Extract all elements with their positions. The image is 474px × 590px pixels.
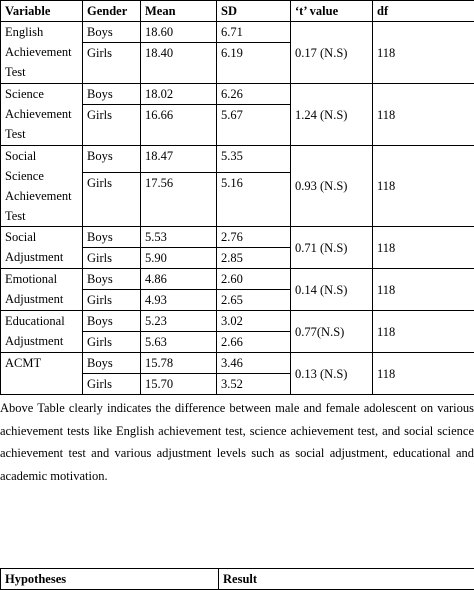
header-gender: Gender [83,1,141,22]
table-row [1,22,474,43]
mean-cell: 4.86 [141,269,217,290]
mean-cell: 18.40 [141,43,217,84]
gender-cell: Boys [83,353,141,374]
mean-cell: 15.70 [141,374,217,395]
mean-cell: 16.66 [141,105,217,146]
df-cell: 118 [373,22,474,84]
mean-cell: 17.56 [141,173,217,227]
gender-cell: Boys [83,311,141,332]
mean-cell: 15.78 [141,353,217,374]
sd-cell: 6.71 [217,22,291,43]
df-cell: 118 [373,311,474,353]
variable-cell: Educational Adjustment [1,311,83,353]
variable-cell: Science Achievement Test [1,84,83,146]
sd-cell: 2.76 [217,227,291,248]
gender-cell: Boys [83,84,141,105]
mean-cell: 5.90 [141,248,217,269]
table-row [1,227,474,248]
mean-cell: 18.02 [141,84,217,105]
sd-cell: 2.85 [217,248,291,269]
hypotheses-header-row [1,569,474,590]
header-result: Result [219,569,474,590]
sd-cell: 2.65 [217,290,291,311]
table-row [1,84,474,105]
variable-cell: ACMT [1,353,83,395]
sd-cell: 5.67 [217,105,291,146]
gender-cell: Boys [83,146,141,173]
gender-cell: Boys [83,269,141,290]
t-value-cell: 0.77(N.S) [291,311,373,353]
variable-cell: Emotional Adjustment [1,269,83,311]
df-cell: 118 [373,269,474,311]
gender-cell: Girls [83,173,141,227]
gender-cell: Girls [83,290,141,311]
mean-cell: 5.53 [141,227,217,248]
gender-cell: Girls [83,374,141,395]
table-body [1,22,474,395]
sd-cell: 5.35 [217,146,291,173]
gender-cell: Boys [83,227,141,248]
gender-cell: Girls [83,105,141,146]
variable-cell: Social Adjustment [1,227,83,269]
table-row [1,146,474,173]
t-value-cell: 0.17 (N.S) [291,22,373,84]
gender-cell: Girls [83,248,141,269]
header-sd: SD [217,1,291,22]
table-row [1,353,474,374]
header-df: df [373,1,474,22]
t-value-cell: 0.13 (N.S) [291,353,373,395]
gender-cell: Girls [83,43,141,84]
df-cell: 118 [373,227,474,269]
t-value-cell: 0.14 (N.S) [291,269,373,311]
df-cell: 118 [373,84,474,146]
variable-cell: English Achievement Test [1,22,83,84]
mean-cell: 5.23 [141,311,217,332]
mean-cell: 18.47 [141,146,217,173]
t-value-cell: 1.24 (N.S) [291,84,373,146]
sd-cell: 3.46 [217,353,291,374]
table-row [1,269,474,290]
mean-cell: 18.60 [141,22,217,43]
sd-cell: 3.52 [217,374,291,395]
table-row [1,311,474,332]
sd-cell: 6.26 [217,84,291,105]
df-cell: 118 [373,146,474,227]
t-value-cell: 0.93 (N.S) [291,146,373,227]
hypotheses-table [0,568,474,590]
summary-paragraph: Above Table clearly indicates the difference between male and female adolescent on various achievement tests like English achievement test, science achievement test, and social science achievement test and various adjustment levels such as social adjustment, educational and academic motivation. [0,397,474,487]
header-mean: Mean [141,1,217,22]
sd-cell: 2.66 [217,332,291,353]
gender-cell: Boys [83,22,141,43]
table-header-row [1,1,474,22]
sd-cell: 2.60 [217,269,291,290]
df-cell: 118 [373,353,474,395]
header-t-value: ‘t’ value [291,1,373,22]
sd-cell: 6.19 [217,43,291,84]
mean-cell: 5.63 [141,332,217,353]
header-hypotheses: Hypotheses [1,569,219,590]
mean-cell: 4.93 [141,290,217,311]
header-variable: Variable [1,1,83,22]
variable-cell: Social Science Achievement Test [1,146,83,227]
sd-cell: 5.16 [217,173,291,227]
sd-cell: 3.02 [217,311,291,332]
t-value-cell: 0.71 (N.S) [291,227,373,269]
gender-cell: Girls [83,332,141,353]
